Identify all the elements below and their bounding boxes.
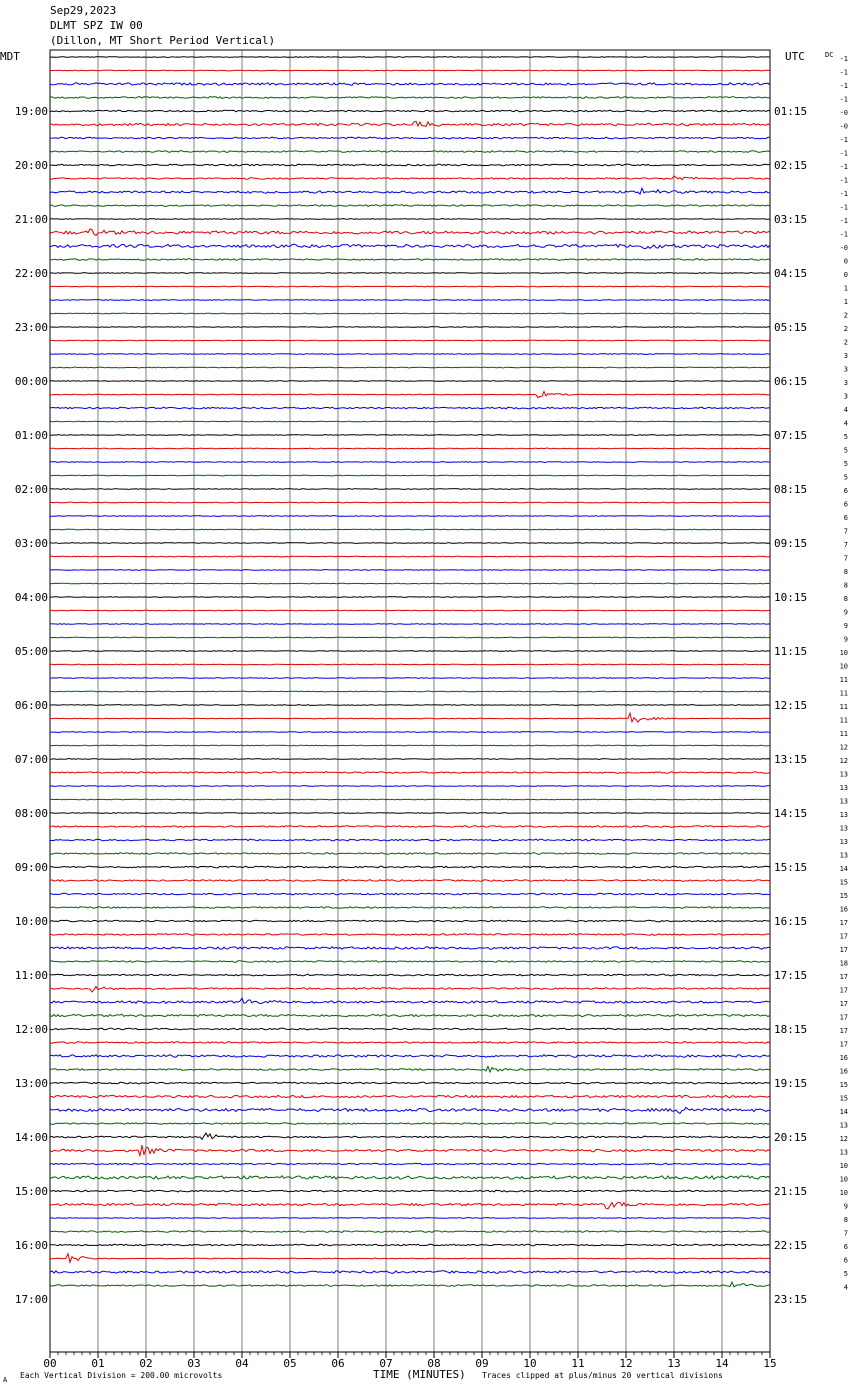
dc-offset-label: -1 — [839, 203, 848, 212]
dc-offset-label: 13 — [839, 824, 848, 833]
x-tick-label: 09 — [475, 1357, 489, 1370]
right-hour-label: 11:15 — [774, 645, 808, 658]
dc-offset-label: 5 — [843, 473, 848, 482]
trace-line — [50, 839, 770, 841]
dc-offset-label: 17 — [839, 1027, 848, 1035]
dc-offset-label: 11 — [839, 676, 848, 684]
trace-line — [50, 448, 770, 449]
dc-offset-label: 4 — [843, 406, 848, 414]
trace-line — [50, 664, 770, 665]
dc-offset-label: -1 — [839, 55, 848, 63]
trace-line — [50, 1176, 770, 1180]
dc-offset-label: 11 — [839, 703, 848, 711]
dc-offset-label: 9 — [843, 622, 848, 630]
left-hour-label: 02:00 — [14, 483, 48, 496]
vertical-division-note: Each Vertical Division = 200.00 microvolts — [20, 1371, 223, 1380]
dc-offset-label: -1 — [839, 190, 848, 198]
trace-line — [50, 974, 770, 976]
dc-offsets — [840, 55, 848, 1292]
trace-line — [50, 961, 770, 963]
trace-line — [50, 1107, 770, 1113]
trace-line — [50, 489, 770, 490]
dc-offset-label: 5 — [843, 460, 848, 468]
trace-line — [50, 259, 770, 261]
x-tick-label: 14 — [715, 1357, 729, 1370]
dc-offset-label: 12 — [839, 743, 848, 752]
dc-offset-label: 10 — [839, 649, 848, 657]
trace-line — [50, 637, 770, 638]
dc-offset-label: 5 — [843, 446, 848, 455]
dc-offset-label: 13 — [839, 1148, 848, 1157]
dc-offset-label: 13 — [839, 851, 848, 860]
left-hour-label: 05:00 — [14, 645, 48, 658]
x-tick-label: 05 — [283, 1357, 297, 1370]
trace-line — [50, 110, 770, 112]
dc-offset-label: 15 — [839, 1094, 848, 1103]
trace-line — [50, 597, 770, 598]
trace-line — [50, 705, 770, 706]
dc-offset-label: 16 — [839, 905, 848, 914]
right-hour-label: 10:15 — [774, 591, 808, 604]
trace-line — [50, 1254, 770, 1263]
trace-line — [50, 624, 770, 625]
dc-offset-label: 17 — [839, 1013, 848, 1022]
left-timezone-label: MDT — [0, 50, 20, 63]
left-hour-label: 07:00 — [14, 753, 48, 766]
dc-offset-label: -0 — [839, 122, 848, 131]
dc-offset-label: 8 — [843, 1216, 848, 1224]
trace-line — [50, 610, 770, 611]
trace-line — [50, 151, 770, 153]
trace-line — [50, 1042, 770, 1044]
trace-line — [50, 313, 770, 314]
trace-line — [50, 907, 770, 909]
dc-offset-label: 6 — [843, 514, 848, 522]
trace-line — [50, 516, 770, 517]
trace-line — [50, 934, 770, 936]
left-hour-label: 17:00 — [14, 1293, 48, 1306]
dc-offset-label: 1 — [843, 298, 848, 306]
dc-offset-label: 8 — [843, 568, 848, 576]
dc-offset-label: 2 — [843, 325, 848, 333]
trace-line — [50, 121, 770, 126]
x-tick-label: 01 — [91, 1357, 105, 1370]
right-hour-label: 13:15 — [774, 753, 808, 766]
dc-offset-label: 6 — [843, 1256, 848, 1265]
trace-line — [50, 745, 770, 746]
dc-offset-label: -1 — [839, 68, 848, 77]
trace-line — [50, 1282, 770, 1287]
trace-line — [50, 1067, 770, 1072]
right-hour-label: 20:15 — [774, 1131, 808, 1144]
dc-offset-label: 5 — [843, 433, 848, 441]
dc-offset-label: 16 — [839, 1054, 848, 1062]
dc-offset-label: -0 — [839, 244, 848, 252]
trace-line — [50, 57, 770, 58]
header-station: DLMT SPZ IW 00 — [50, 19, 143, 32]
trace-line — [50, 713, 770, 722]
dc-offset-label: 13 — [839, 838, 848, 846]
dc-offset-label: 2 — [843, 338, 848, 347]
left-hour-label: 13:00 — [14, 1077, 48, 1090]
dc-offset-label: 3 — [843, 352, 848, 360]
trace-line — [50, 529, 770, 530]
trace-line — [50, 1055, 770, 1058]
trace-line — [50, 893, 770, 895]
left-hour-label: 19:00 — [14, 105, 48, 118]
trace-line — [50, 826, 770, 828]
dc-offset-label: 4 — [843, 1283, 848, 1292]
right-hour-label: 15:15 — [774, 861, 808, 874]
x-tick-label: 03 — [187, 1357, 201, 1370]
trace-line — [50, 407, 770, 409]
right-timezone-label: UTC — [785, 50, 805, 63]
left-hour-label: 20:00 — [14, 159, 48, 172]
dc-offset-label: 7 — [843, 554, 848, 563]
x-tick-label: 07 — [379, 1357, 393, 1370]
left-hour-label: 04:00 — [14, 591, 48, 604]
left-hour-label: 06:00 — [14, 699, 48, 712]
dc-offset-label: 13 — [839, 811, 848, 819]
trace-line — [50, 998, 770, 1003]
left-hour-label: 21:00 — [14, 213, 48, 226]
right-hour-label: 22:15 — [774, 1239, 808, 1252]
right-hour-label: 08:15 — [774, 483, 808, 496]
x-tick-label: 12 — [619, 1357, 633, 1370]
trace-line — [50, 1163, 770, 1165]
right-hour-label: 16:15 — [774, 915, 808, 928]
dc-offset-label: -1 — [839, 82, 848, 90]
dc-offset-label: 10 — [839, 662, 848, 671]
header-date: Sep29,2023 — [50, 4, 117, 17]
trace-line — [50, 475, 770, 476]
trace-line — [50, 286, 770, 287]
dc-offset-label: 6 — [843, 487, 848, 495]
dc-offset-label: 2 — [843, 311, 848, 320]
trace-line — [50, 340, 770, 341]
trace-line — [50, 229, 770, 236]
x-tick-label: 06 — [331, 1357, 345, 1370]
dc-header-label: DC — [825, 51, 834, 59]
trace-line — [50, 137, 770, 139]
trace-line — [50, 1218, 770, 1219]
dc-offset-label: -0 — [839, 109, 848, 117]
dc-offset-label: 17 — [839, 932, 848, 941]
trace-line — [50, 164, 770, 166]
dc-offset-label: 11 — [839, 730, 848, 738]
dc-offset-label: 17 — [839, 1000, 848, 1008]
dc-offset-label: 13 — [839, 770, 848, 779]
header-location: (Dillon, MT Short Period Vertical) — [50, 34, 276, 47]
trace-line — [50, 354, 770, 355]
dc-offset-label: 10 — [839, 1162, 848, 1170]
x-tick-label: 00 — [43, 1357, 57, 1370]
trace-line — [50, 732, 770, 733]
dc-offset-label: -1 — [839, 163, 848, 171]
right-hour-label: 23:15 — [774, 1293, 808, 1306]
dc-offset-label: 17 — [839, 946, 848, 954]
dc-offset-label: 6 — [843, 1243, 848, 1251]
dc-offset-label: 7 — [843, 527, 848, 536]
dc-offset-label: 9 — [843, 635, 848, 644]
dc-offset-label: 5 — [843, 1270, 848, 1278]
trace-line — [50, 1190, 770, 1192]
trace-line — [50, 1145, 770, 1155]
trace-line — [50, 583, 770, 584]
trace-line — [50, 83, 770, 86]
trace-line — [50, 691, 770, 692]
right-hour-label: 05:15 — [774, 321, 808, 334]
dc-offset-label: 13 — [839, 784, 848, 792]
right-hour-label: 04:15 — [774, 267, 808, 280]
right-hour-label: 02:15 — [774, 159, 808, 172]
dc-offset-label: 14 — [839, 1108, 848, 1116]
dc-offset-label: 16 — [839, 1067, 848, 1076]
trace-line — [50, 421, 770, 422]
dc-offset-label: 13 — [839, 1121, 848, 1130]
dc-offset-label: 10 — [839, 1175, 848, 1184]
trace-line — [50, 244, 770, 249]
dc-offset-label: 3 — [843, 392, 848, 401]
trace-line — [50, 678, 770, 679]
dc-offset-label: 9 — [843, 608, 848, 617]
left-hour-label: 08:00 — [14, 807, 48, 820]
dc-offset-label: -1 — [839, 149, 848, 158]
trace-line — [50, 219, 770, 220]
left-hour-label: 00:00 — [14, 375, 48, 388]
dc-offset-label: 8 — [843, 595, 848, 603]
right-hour-label: 09:15 — [774, 537, 808, 550]
trace-line — [50, 570, 770, 571]
plot-frame — [50, 50, 770, 1352]
dc-offset-label: 12 — [839, 757, 848, 765]
right-hour-label: 06:15 — [774, 375, 808, 388]
left-hour-label: 16:00 — [14, 1239, 48, 1252]
dc-offset-label: 6 — [843, 500, 848, 509]
left-hour-label: 23:00 — [14, 321, 48, 334]
trace-line — [50, 188, 770, 194]
trace-line — [50, 947, 770, 949]
dc-offset-label: -1 — [839, 217, 848, 225]
trace-line — [50, 97, 770, 99]
trace-line — [50, 435, 770, 436]
trace-line — [50, 987, 770, 993]
trace-line — [50, 176, 770, 180]
left-hour-label: 09:00 — [14, 861, 48, 874]
left-hour-label: 03:00 — [14, 537, 48, 550]
dc-offset-label: 12 — [839, 1135, 848, 1143]
left-hour-label: 15:00 — [14, 1185, 48, 1198]
trace-line — [50, 1271, 770, 1274]
left-hour-label: 10:00 — [14, 915, 48, 928]
trace-line — [50, 799, 770, 800]
dc-offset-label: 15 — [839, 1081, 848, 1089]
right-hour-label: 18:15 — [774, 1023, 808, 1036]
dc-offset-label: 7 — [843, 1229, 848, 1238]
trace-line — [50, 462, 770, 463]
dc-offset-label: 9 — [843, 1202, 848, 1211]
trace-line — [50, 327, 770, 328]
clip-note: Traces clipped at plus/minus 20 vertical divisions — [482, 1371, 723, 1380]
x-tick-label: 11 — [571, 1357, 585, 1370]
dc-offset-label: 4 — [843, 419, 848, 428]
dc-offset-label: 0 — [843, 271, 848, 279]
trace-line — [50, 1244, 770, 1246]
trace-line — [50, 1014, 770, 1017]
right-hour-label: 19:15 — [774, 1077, 808, 1090]
trace-line — [50, 367, 770, 368]
left-hour-label: 11:00 — [14, 969, 48, 982]
dc-offset-label: 17 — [839, 1040, 848, 1049]
dc-offset-label: 18 — [839, 959, 848, 968]
trace-line — [50, 853, 770, 855]
trace-line — [50, 1202, 770, 1208]
trace-line — [50, 70, 770, 71]
dc-offset-label: 17 — [839, 919, 848, 927]
left-hour-label: 14:00 — [14, 1131, 48, 1144]
trace-line — [50, 392, 770, 398]
dc-offset-label: 7 — [843, 541, 848, 549]
trace-line — [50, 920, 770, 922]
trace-line — [50, 556, 770, 557]
dc-offset-label: -1 — [839, 95, 848, 104]
right-hour-label: 12:15 — [774, 699, 808, 712]
trace-line — [50, 205, 770, 207]
dc-offset-label: -1 — [839, 176, 848, 185]
dc-offset-label: -1 — [839, 136, 848, 144]
right-hour-label: 14:15 — [774, 807, 808, 820]
trace-line — [50, 880, 770, 882]
dc-offset-label: 13 — [839, 797, 848, 806]
dc-offset-label: 11 — [839, 716, 848, 725]
right-hour-label: 03:15 — [774, 213, 808, 226]
trace-line — [50, 759, 770, 760]
x-tick-label: 15 — [763, 1357, 777, 1370]
x-tick-label: 04 — [235, 1357, 249, 1370]
trace-line — [50, 1231, 770, 1233]
dc-offset-label: 17 — [839, 973, 848, 981]
dc-offset-label: 10 — [839, 1189, 848, 1197]
dc-offset-label: 3 — [843, 365, 848, 374]
x-tick-label: 08 — [427, 1357, 441, 1370]
trace-line — [50, 543, 770, 544]
trace-line — [50, 300, 770, 301]
trace-line — [50, 1133, 770, 1139]
left-hour-label: 01:00 — [14, 429, 48, 442]
dc-offset-label: 0 — [843, 257, 848, 266]
trace-line — [50, 1028, 770, 1030]
trace-line — [50, 651, 770, 652]
trace-line — [50, 786, 770, 787]
x-tick-label: 02 — [139, 1357, 153, 1370]
trace-line — [50, 1082, 770, 1084]
dc-offset-label: 14 — [839, 865, 848, 873]
x-tick-label: 13 — [667, 1357, 681, 1370]
trace-line — [50, 502, 770, 503]
x-tick-label: 10 — [523, 1357, 537, 1370]
minute-gridlines — [98, 50, 722, 1352]
trace-line — [50, 1123, 770, 1125]
trace-line — [50, 866, 770, 868]
trace-line — [50, 273, 770, 274]
x-axis-title: TIME (MINUTES) — [373, 1368, 466, 1381]
dc-offset-label: 17 — [839, 986, 848, 995]
right-hour-label: 07:15 — [774, 429, 808, 442]
dc-offset-label: 11 — [839, 689, 848, 698]
trace-line — [50, 381, 770, 382]
trace-lines — [50, 57, 770, 1287]
dc-offset-label: 1 — [843, 284, 848, 293]
right-hour-label: 17:15 — [774, 969, 808, 982]
dc-offset-label: 3 — [843, 379, 848, 387]
dc-offset-label: 15 — [839, 878, 848, 887]
right-hour-label: 21:15 — [774, 1185, 808, 1198]
trace-line — [50, 772, 770, 774]
trace-line — [50, 1095, 770, 1098]
dc-offset-label: 15 — [839, 892, 848, 900]
left-hour-label: 12:00 — [14, 1023, 48, 1036]
dc-offset-label: -1 — [839, 230, 848, 239]
trace-line — [50, 813, 770, 814]
left-hour-label: 22:00 — [14, 267, 48, 280]
scale-mark: A — [3, 1376, 8, 1384]
right-hour-label: 01:15 — [774, 105, 808, 118]
dc-offset-label: 8 — [843, 581, 848, 590]
